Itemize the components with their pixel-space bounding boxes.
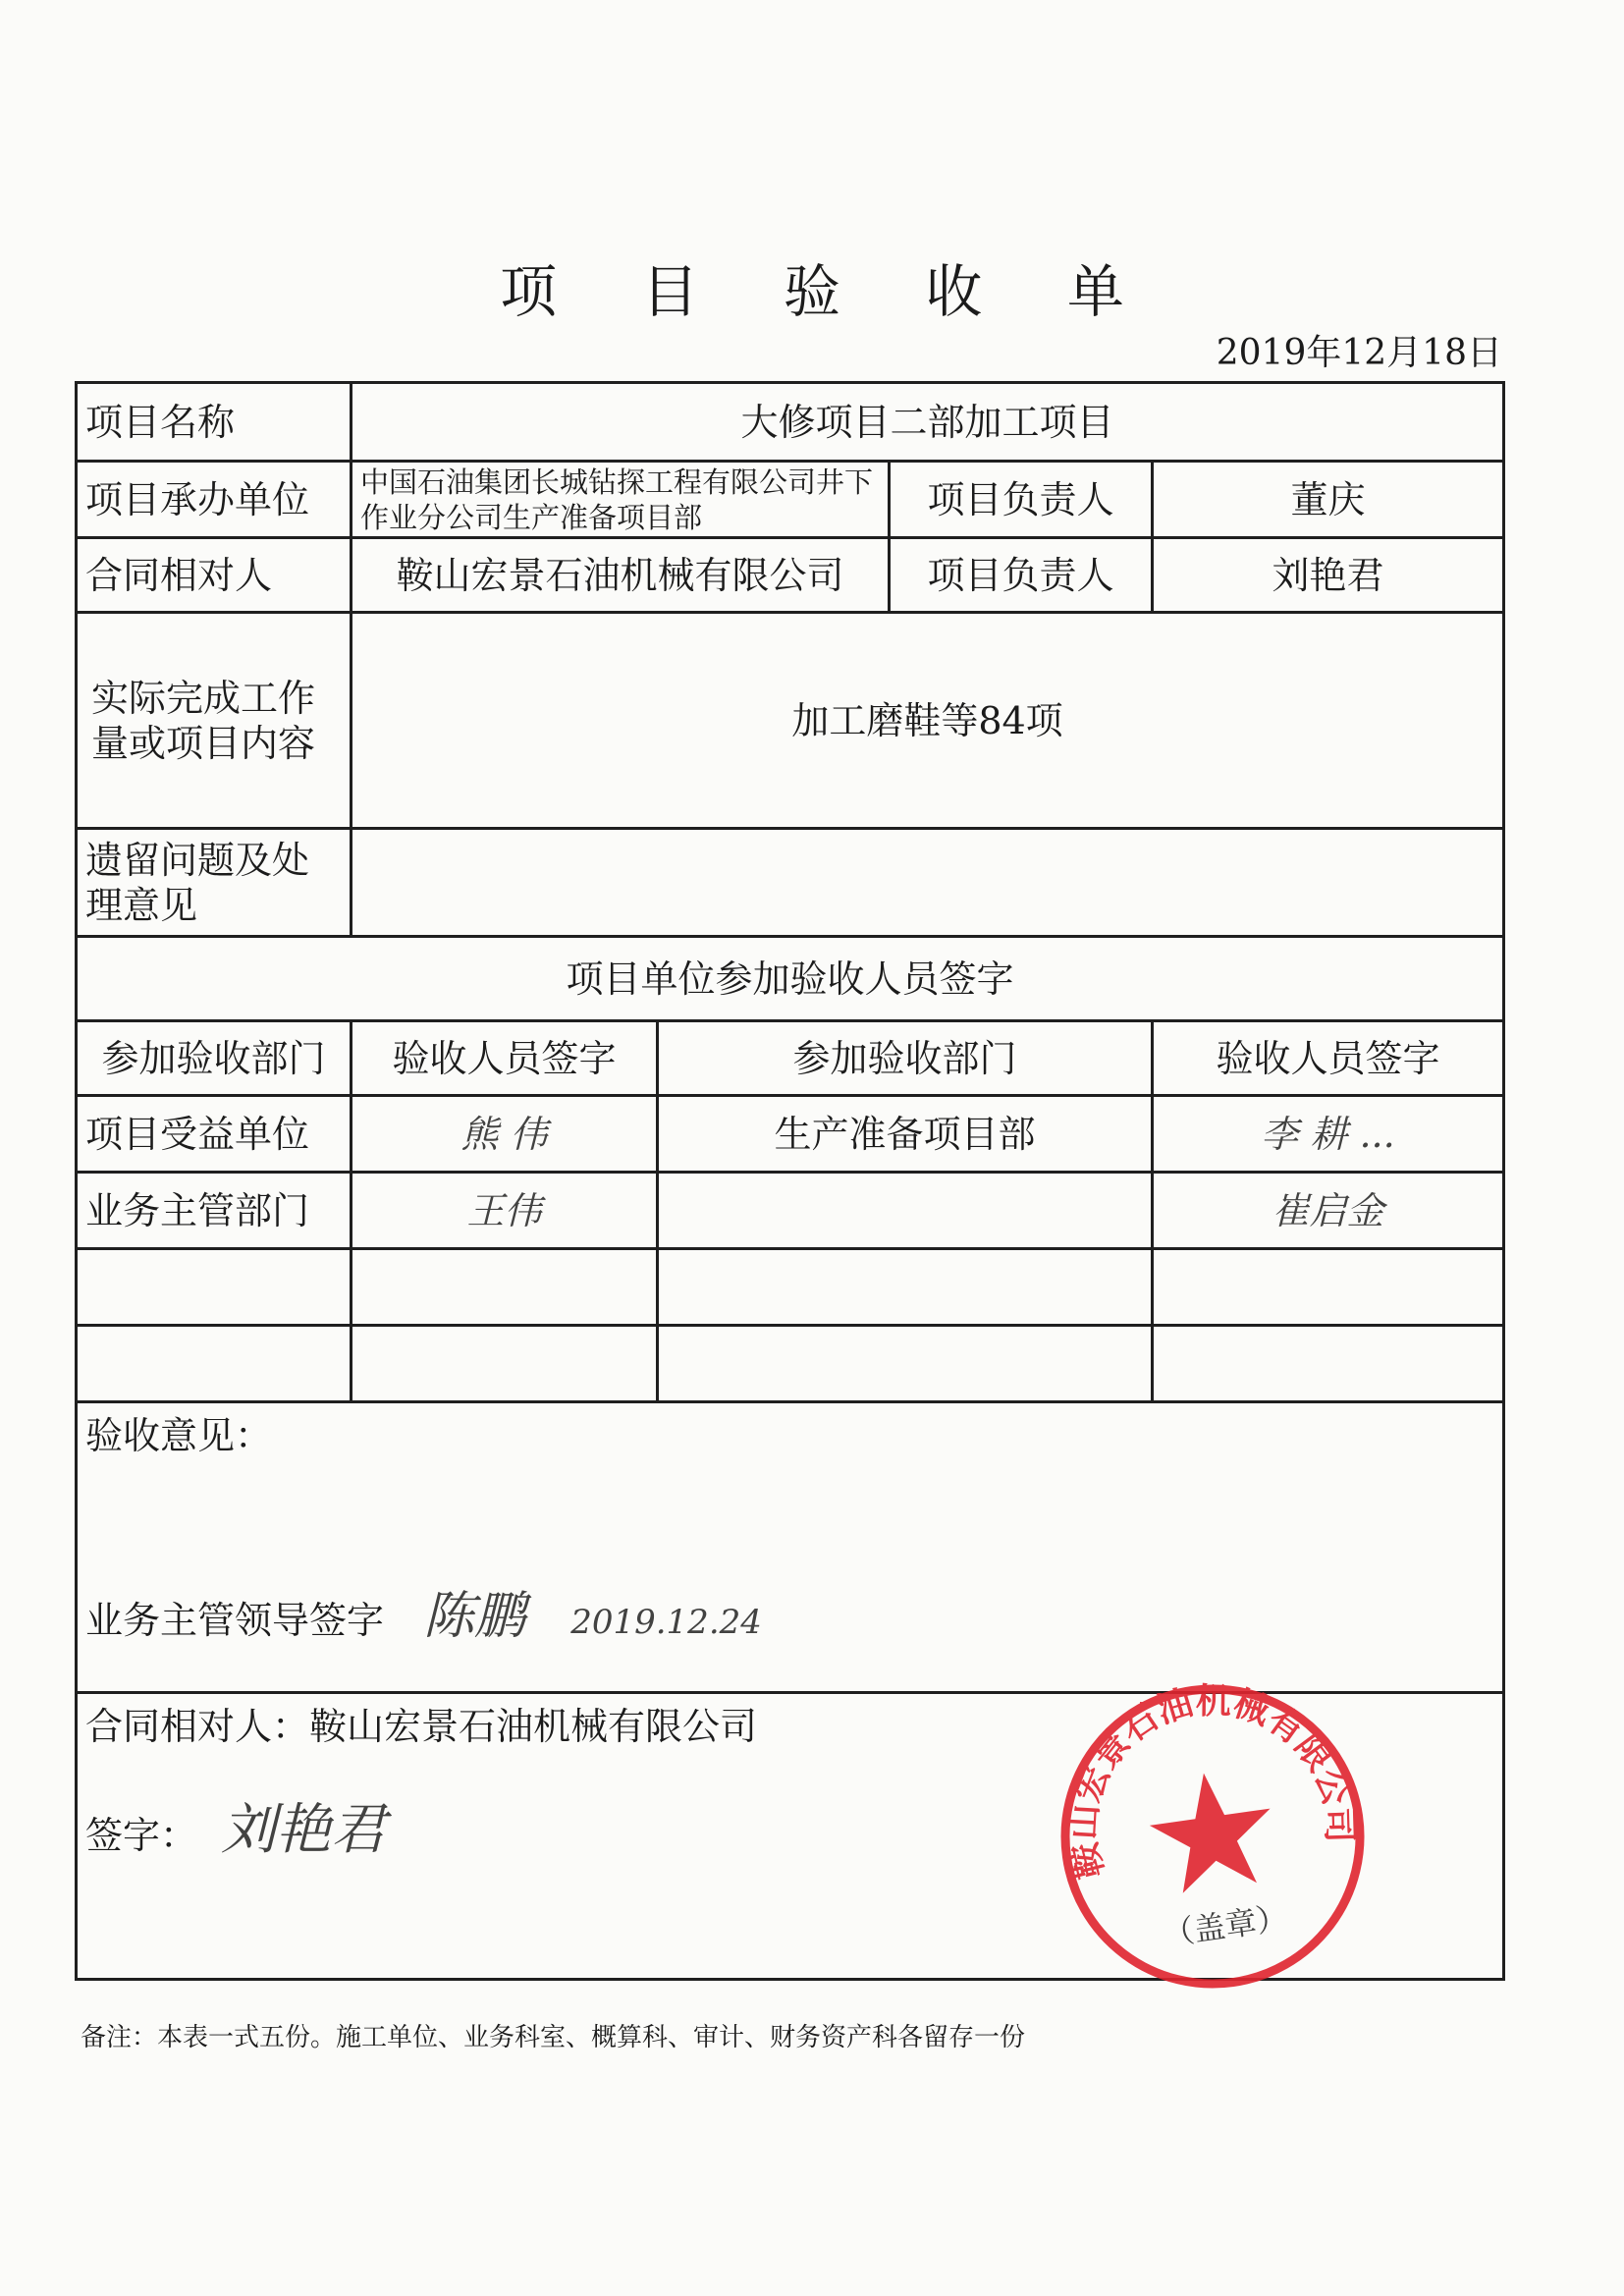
leader-sign-date: 2019.12.24	[570, 1603, 762, 1642]
sig-sign-left: 熊 伟	[352, 1096, 658, 1173]
project-name-value: 大修项目二部加工项目	[352, 383, 1504, 462]
sig-dept-right	[658, 1326, 1153, 1402]
row-signatures-header	[77, 1021, 1504, 1096]
company-seal	[1051, 1674, 1375, 1998]
counterpart-lead-value: 刘艳君	[1153, 538, 1504, 613]
project-name-label: 项目名称	[77, 383, 352, 462]
counterpart-lead-label: 项目负责人	[890, 538, 1153, 613]
counterpart-sign-line	[85, 1798, 387, 1862]
row-acceptance-opinion	[77, 1402, 1504, 1693]
sig-sign-left	[352, 1326, 658, 1402]
seal-stamp-note: （盖章）	[1160, 1898, 1290, 1953]
counterpart-sign-prefix: 签字：	[85, 1814, 198, 1857]
signatures-heading: 项目单位参加验收人员签字	[77, 937, 1504, 1021]
counterpart-sign-label: 合同相对人：鞍山宏景石油机械有限公司	[85, 1705, 758, 1748]
signature-row	[77, 1096, 1504, 1173]
sig-sign-left: 王伟	[352, 1173, 658, 1249]
signature-row	[77, 1173, 1504, 1249]
contractor-value: 中国石油集团长城钻探工程有限公司井下作业分公司生产准备项目部	[352, 462, 890, 538]
signature-row	[77, 1326, 1504, 1402]
counterpart-value: 鞍山宏景石油机械有限公司	[352, 538, 890, 613]
sig-dept-right	[658, 1173, 1153, 1249]
sig-dept-right: 生产准备项目部	[658, 1096, 1153, 1173]
sig-sign-right	[1153, 1326, 1504, 1402]
sig-sign-right: 崔启金	[1153, 1173, 1504, 1249]
work-content-label: 实际完成工作量或项目内容	[77, 613, 352, 829]
col-dept-left: 参加验收部门	[77, 1021, 352, 1096]
form-date: 2019年12月18日	[1216, 333, 1502, 373]
row-counterpart	[77, 538, 1504, 613]
contractor-lead-label: 项目负责人	[890, 462, 1153, 538]
seal-star-icon	[1144, 1765, 1280, 1896]
acceptance-opinion-cell	[77, 1402, 1504, 1693]
leader-sign-line	[85, 1587, 762, 1646]
sig-dept-left	[77, 1326, 352, 1402]
sig-sign-right: 李 耕 ...	[1153, 1096, 1504, 1173]
row-signatures-heading	[77, 937, 1504, 1021]
col-sign-left: 验收人员签字	[352, 1021, 658, 1096]
contractor-lead-value: 董庆	[1153, 462, 1504, 538]
seal-text: 鞍山宏景石油机械有限公司	[1062, 1680, 1361, 1884]
leader-sign-label: 业务主管领导签字	[85, 1599, 385, 1642]
sig-dept-left: 项目受益单位	[77, 1096, 352, 1173]
work-content-value: 加工磨鞋等84项	[352, 613, 1504, 829]
signature-row	[77, 1249, 1504, 1326]
page-title: 项 目 验 收 单	[500, 258, 1158, 325]
row-work-content	[77, 613, 1504, 829]
row-remaining-issues	[77, 829, 1504, 937]
sig-sign-right	[1153, 1249, 1504, 1326]
row-project-name	[77, 383, 1504, 462]
leader-signature: 陈鹏	[423, 1587, 526, 1646]
remaining-issues-value	[352, 829, 1504, 937]
remaining-issues-label: 遗留问题及处理意见	[77, 829, 352, 937]
sig-sign-left	[352, 1249, 658, 1326]
sig-dept-left: 业务主管部门	[77, 1173, 352, 1249]
contractor-label: 项目承办单位	[77, 462, 352, 538]
row-contractor	[77, 462, 1504, 538]
sig-dept-right	[658, 1249, 1153, 1326]
footnote: 备注：本表一式五份。施工单位、业务科室、概算科、审计、财务资产科各留存一份	[81, 2023, 1026, 2052]
col-dept-right: 参加验收部门	[658, 1021, 1153, 1096]
sig-dept-left	[77, 1249, 352, 1326]
acceptance-opinion-label: 验收意见：	[85, 1414, 273, 1457]
counterpart-signature: 刘艳君	[221, 1798, 387, 1862]
col-sign-right: 验收人员签字	[1153, 1021, 1504, 1096]
counterpart-label: 合同相对人	[77, 538, 352, 613]
